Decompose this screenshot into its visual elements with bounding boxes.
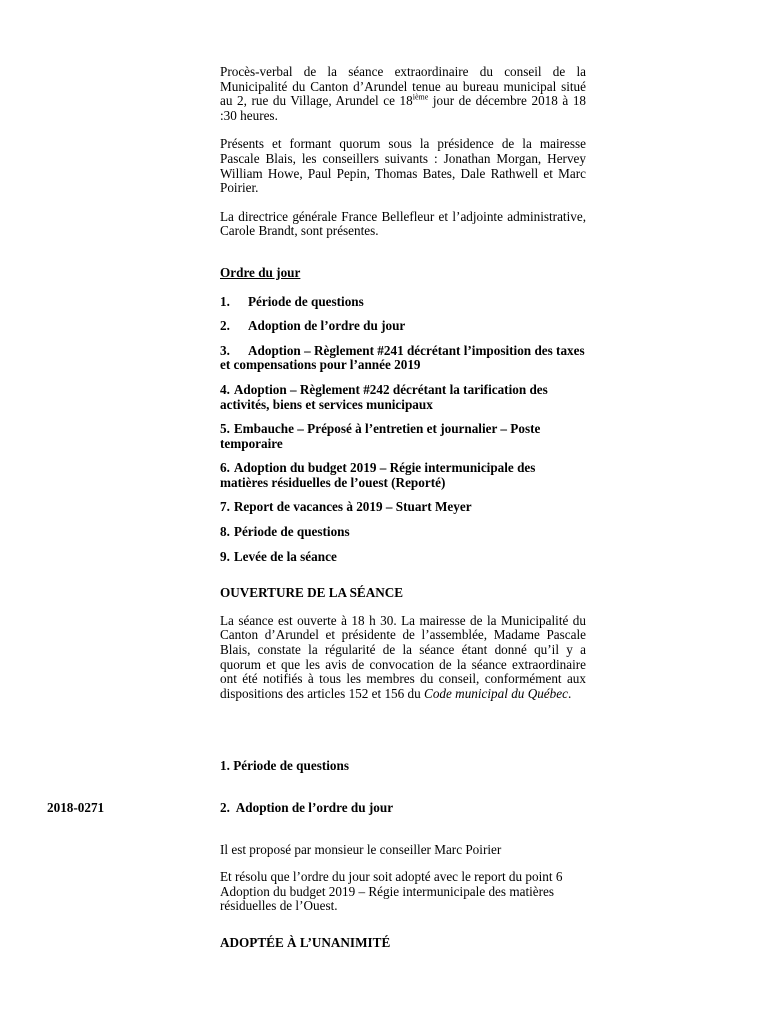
agenda-item <box>220 500 586 515</box>
section-2-title: 2. Adoption de l’ordre du jour <box>220 800 394 815</box>
intro-text: Procès-verbal de la séance extraordinaire du conseil de la Municipalité du Canton d’Arundel tenue au bureau municipal situé au 2, rue du Village, Arundel ce 18 <box>220 64 586 109</box>
adopted-unanimously: ADOPTÉE À L’UNANIMITÉ <box>220 935 391 950</box>
agenda-list <box>220 295 586 565</box>
agenda-item-number: 8. <box>220 524 230 540</box>
agenda-item-text: Embauche – Préposé à l’entretien et journalier – Poste temporaire <box>220 421 541 451</box>
agenda-item-number: 5. <box>220 421 230 437</box>
agenda-item-text: Période de questions <box>233 524 350 540</box>
agenda-item <box>220 344 586 373</box>
agenda-item <box>220 525 586 540</box>
agenda-item-text: Adoption de l’ordre du jour <box>248 318 406 334</box>
agenda-item <box>220 383 586 412</box>
agenda-item-number: 9. <box>220 548 230 564</box>
resolved-paragraph: Et résolu que l’ordre du jour soit adopté avec le report du point 6 Adoption du budget 2019 – Régie intermunicipale des matières résiduelles de l’Ouest. <box>220 869 563 914</box>
minutes-body <box>220 65 586 701</box>
agenda-item-text: Levée de la séance <box>233 548 337 564</box>
opening-paragraph <box>220 614 586 702</box>
section-1-title: 1. Période de questions <box>220 758 349 773</box>
agenda-item <box>220 319 586 334</box>
agenda-item-text: Période de questions <box>248 293 364 309</box>
agenda-item-text: Adoption – Règlement #241 décrétant l’imposition des taxes et compensations pour l’année 2019 <box>220 342 585 373</box>
agenda-item-text: Adoption du budget 2019 – Régie intermunicipale des matières résiduelles de l’ouest (Reporté) <box>220 460 536 490</box>
proposed-paragraph: Il est proposé par monsieur le conseiller Marc Poirier <box>220 842 502 857</box>
agenda-item-number: 1. <box>220 293 230 309</box>
agenda-item <box>220 295 586 310</box>
staff-paragraph: La directrice générale France Bellefleur et l’adjointe administrative, Carole Brandt, sont présentes. <box>220 208 586 239</box>
resolution-number: 2018-0271 <box>47 800 105 815</box>
intro-text-end: jour de décembre 2018 à 18 :30 heures. <box>220 93 587 123</box>
agenda-item <box>220 422 586 451</box>
agenda-item-number: 4. <box>220 381 230 397</box>
opening-text: La séance est ouverte à 18 h 30. La mairesse de la Municipalité du Canton d’Arundel et présidente de l’assemblée, Madame Pascale Blais, constate la régularité de la séance étant donné qu’il y a quorum et que les avis de convocation de la séance extraordinaire ont été notifiés à tous les membres du conseil, conformément aux dispositions des articles 152 et 156 du <box>220 612 586 701</box>
intro-paragraph <box>220 65 586 123</box>
opening-end: . <box>567 685 572 701</box>
agenda-item-number: 2. <box>220 318 230 334</box>
presents-paragraph: Présents et formant quorum sous la présidence de la mairesse Pascale Blais, les conseillers suivants : Jonathan Morgan, Hervey William Howe, Paul Pepin, Thomas Bates, Dale Rathwell et Marc Poirier. <box>220 136 586 196</box>
agenda-item-text: Report de vacances à 2019 – Stuart Meyer <box>233 499 472 515</box>
code-municipal-reference: Code municipal du Québec <box>424 685 568 701</box>
opening-title: OUVERTURE DE LA SÉANCE <box>220 585 404 601</box>
agenda-item-number: 3. <box>220 342 230 358</box>
agenda-item <box>220 550 586 565</box>
agenda-title: Ordre du jour <box>220 264 301 280</box>
agenda-item-number: 7. <box>220 499 230 515</box>
agenda-item-number: 6. <box>220 460 230 476</box>
agenda-item-text: Adoption – Règlement #242 décrétant la tarification des activités, biens et services municipaux <box>220 381 548 412</box>
intro-superscript: ième <box>412 92 429 102</box>
agenda-item <box>220 461 586 490</box>
